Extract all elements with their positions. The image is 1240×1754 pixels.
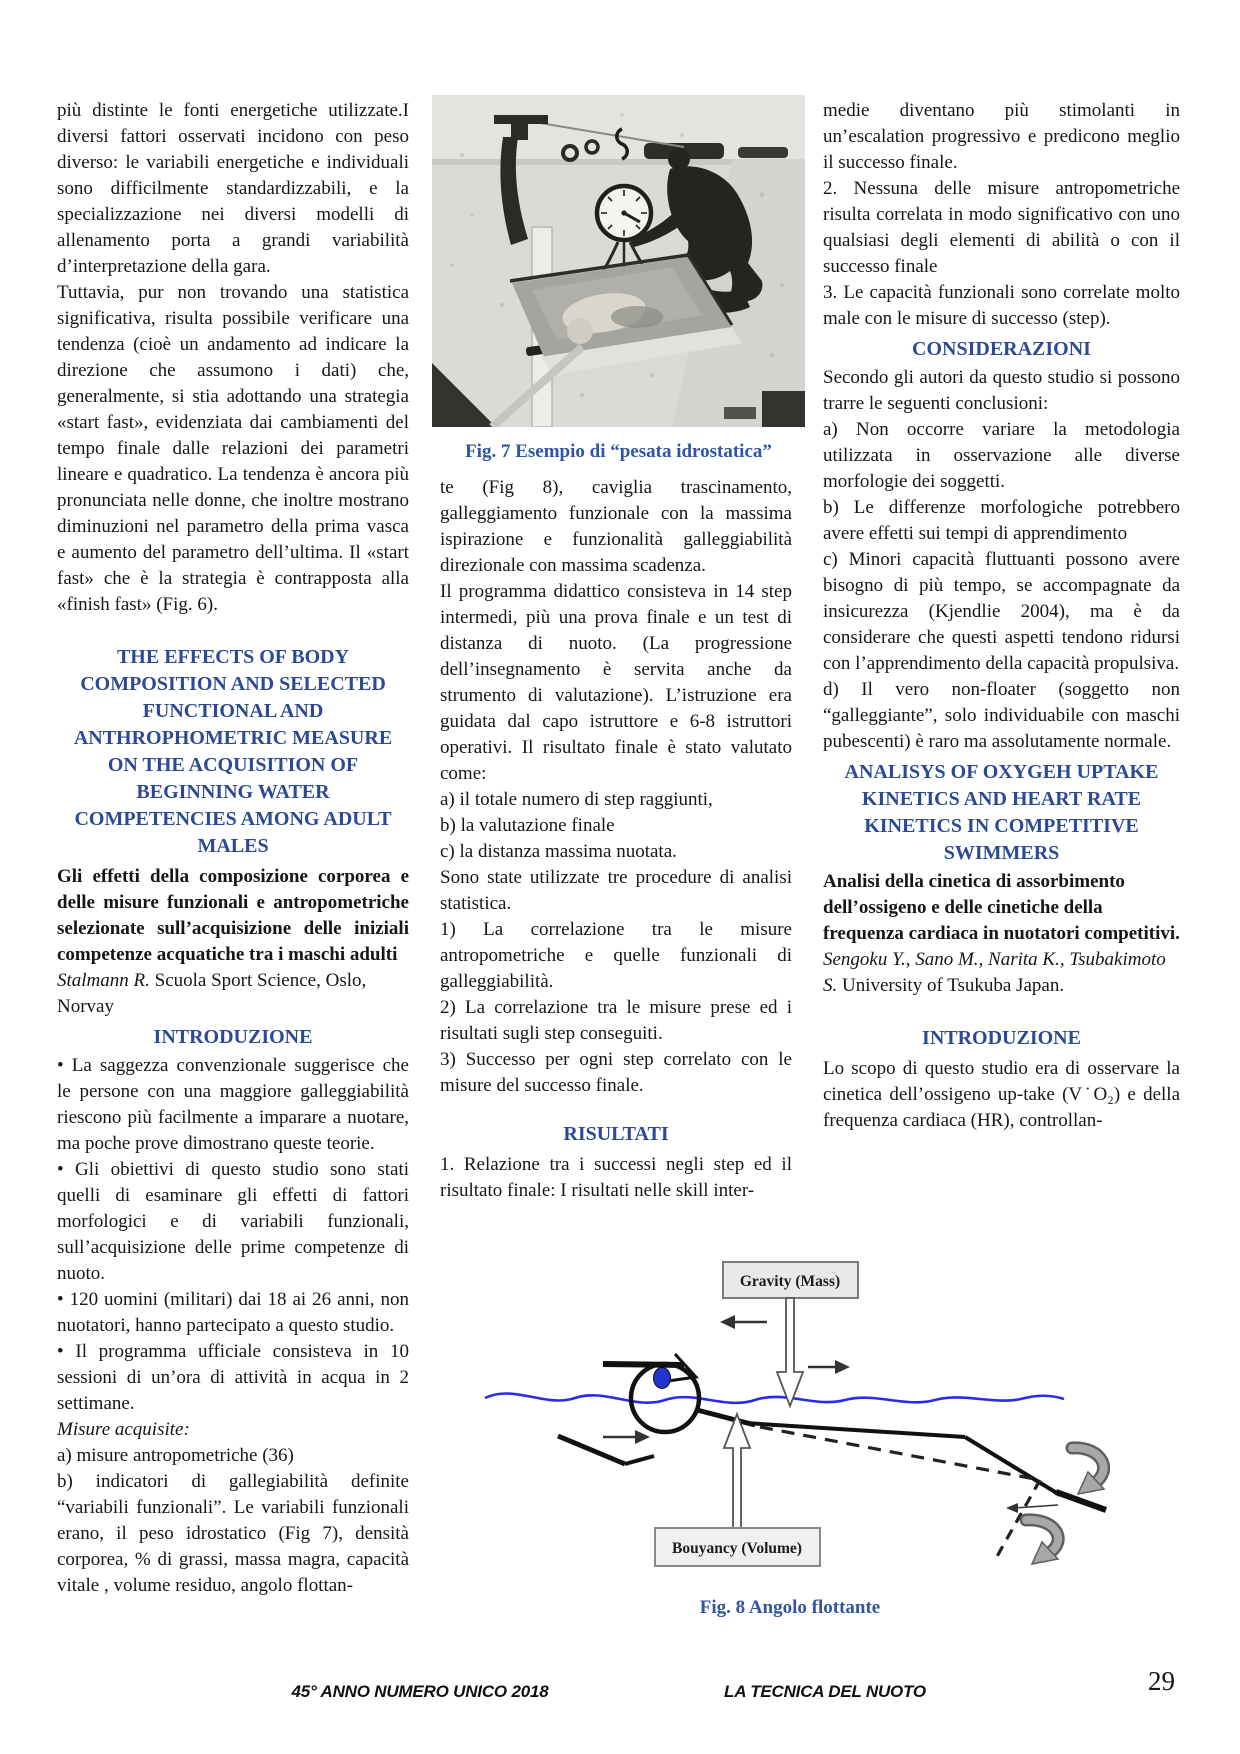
author-names: Sengoku Y., Sano M., Narita K., Tsubakimoto S.	[823, 949, 1166, 996]
paragraph: 1. Relazione tra i successi negli step ed il risultato finale: I risultati nelle skill inter-	[440, 1154, 792, 1201]
paragraph: Tuttavia, pur non trovando una statistica significativa, risulta possibile verificare una tendenza (cioè un andamento ad indicare la direzione che assumono i dati) che, generalmente, si stia adottando una strategia «start fast», evidenziata dai cambiamenti del tempo finale dalle relazioni dei parametri lineare e quadratico. La tendenza è ancora più pronunciata nelle donne, che inoltre mostrano diminuzioni nel parametro della prima vasca e aumento del parametro dell’ultima. Il «start fast» che è la strategia è contrapposta alla «finish fast» (Fig. 6).	[57, 282, 409, 615]
list-item: c) la distanza massima nuotata.	[440, 841, 677, 862]
list-item: 1) La correlazione tra le misure antropometriche e quelle funzionali di galleggiabilità.	[440, 919, 792, 992]
list-item: d) Il vero non-floater (soggetto non “galleggiante”, solo individuabile con maschi pubescenti) è raro ma assolutamente normale.	[823, 679, 1180, 752]
figure8-caption: Fig. 8 Angolo flottante	[699, 1597, 881, 1618]
list-item: 2) La correlazione tra le misure prese ed i risultati sugli step conseguiti.	[440, 997, 792, 1044]
paragraph: più distinte le fonti energetiche utilizzate.I diversi fattori osservati incidono con peso diverso: le variabili energetiche e individuali sono difficilmente standardizzabili, e la specializzazione nei diversi modelli di allenamento porta a grandi variabilità d’interpretazione della gara.	[57, 100, 409, 277]
swimmer-goggle	[654, 1368, 671, 1389]
middle-column	[440, 475, 792, 1204]
right-arrow-lower	[603, 1430, 650, 1444]
figure8-diagram	[470, 1196, 1110, 1606]
gravity-label: Gravity (Mass)	[739, 1273, 841, 1290]
list-item: a) Non occorre variare la metodologia utilizzata in osservazione alle diverse morfologie dei soggetti.	[823, 419, 1180, 492]
bullet-item: • Il programma ufficiale consisteva in 10 sessioni di un’ora di attività in acqua in 2 settimane.	[57, 1341, 409, 1414]
section-heading-introduzione: INTRODUZIONE	[153, 1026, 313, 1048]
bullet-item: • 120 uomini (militari) dai 18 ai 26 anni, non nuotatori, hanno partecipato a questo studio.	[57, 1289, 409, 1336]
bouyancy-up-arrow	[724, 1414, 750, 1528]
paragraph: Il programma didattico consisteva in 14 step intermedi, più una prova finale e un test di distanza di nuoto. (La progressione dell’insegnamento è servita anche da strumento di valutazione). L’istruzione era guidata dal capo istruttore e 6-8 istruttori operativi. Il risultato finale è stato valutato come:	[440, 581, 792, 784]
authors-line	[57, 968, 409, 1020]
paragraph: 2. Nessuna delle misure antropometriche risulta correlata in modo significativo con uno qualsiasi degli elementi di abilità o con il successo finale	[823, 178, 1180, 277]
right-column	[823, 98, 1180, 1134]
paragraph: Sono state utilizzate tre procedure di analisi statistica.	[440, 867, 792, 914]
author-names: Stalmann R.	[57, 970, 150, 991]
authors-line	[823, 947, 1180, 999]
scale-dial	[597, 186, 651, 240]
section-heading-considerazioni: CONSIDERAZIONI	[912, 338, 1091, 360]
left-column	[57, 98, 409, 1599]
abstract-italian: Analisi della cinetica di assorbimento dell’ossigeno e delle cinetiche della frequenza cardiaca in nuotatori competitivi.	[823, 871, 1180, 944]
hydrostatic-weighing-photo	[432, 95, 805, 427]
figure7-caption: Fig. 7 Esempio di “pesata idrostatica”	[465, 441, 772, 462]
author-affiliation: Scuola Sport Science, Oslo, Norvay	[57, 970, 367, 1017]
paragraph: Secondo gli autori da questo studio si possono trarre le seguenti conclusioni:	[823, 367, 1180, 414]
abstract-italian: Gli effetti della composizione corporea e delle misure funzionali e antropometriche selezionate sull’acquisizione delle iniziali competenze acquatiche tra i maschi adulti	[57, 866, 409, 965]
bullet-item: • Gli obiettivi di questo studio sono stati quelli di esaminare gli effetti di fattori morfologici e di variabili funzionali, sull’acquisizione delle prime competenze di nuoto.	[57, 1159, 409, 1284]
left-arrow	[720, 1315, 767, 1329]
paragraph: te (Fig 8), caviglia trascinamento, galleggiamento funzionale con la massima ispirazione e funzionalità galleggiabilità direzionale con massima scadenza.	[440, 477, 792, 576]
section-heading-risultati: RISULTATI	[563, 1123, 669, 1145]
list-item: b) Le differenze morfologiche potrebbero avere effetti sui tempi di apprendimento	[823, 497, 1180, 544]
footer-issue: 45° ANNO NUMERO UNICO 2018	[291, 1682, 549, 1701]
list-item: b) indicatori di gallegiabilità definite “variabili funzionali”. Le variabili funzionali erano, il peso idrostatico (Fig 7), densità corporea, % di grassi, massa magra, capacità vitale , volume residuo, angolo flottan-	[57, 1471, 409, 1596]
rotation-arrow-upper	[1072, 1448, 1104, 1494]
section-heading-effects: THE EFFECTS OF BODY COMPOSITION AND SELECTED FUNCTIONAL AND ANTHROPHOMETRIC MEASURE ON THE ACQUISITION OF BEGINNING WATER COMPETENCIES AMONG ADULT MALES	[73, 646, 393, 857]
bullet-item: • La saggezza convenzionale suggerisce che le persone con una maggiore galleggiabilità riescono più facilmente a imparare a nuotare, ma poche prove dimostrano queste teorie.	[57, 1055, 409, 1154]
page-number: 29	[1148, 1666, 1175, 1696]
water-line	[485, 1393, 1064, 1402]
list-item: a) il totale numero di step raggiunti,	[440, 789, 713, 810]
paragraph: Lo scopo di questo studio era di osservare la cinetica dell’ossigeno up-take (V˙O₂) e della frequenza cardiaca (HR), controllan-	[823, 1058, 1180, 1131]
swimmer-figure	[558, 1354, 1106, 1510]
floating-angle-diagram	[470, 1196, 1110, 1606]
list-item: a) misure antropometriche (36)	[57, 1445, 294, 1466]
right-arrow	[808, 1360, 850, 1374]
footer-journal: LA TECNICA DEL NUOTO	[724, 1682, 926, 1701]
rotation-arrow-lower	[1026, 1520, 1058, 1564]
thin-left-arrow	[1006, 1503, 1058, 1513]
list-item: c) Minori capacità fluttuanti possono avere bisogno di più tempo, se accompagnate da insicurezza (Kjendlie 2004), ma è da considerare che questi aspetti tendono ridursi con l’apprendimento della capacità propulsiva.	[823, 549, 1180, 674]
paragraph: 3. Le capacità funzionali sono correlate molto male con le misure di successo (step).	[823, 282, 1180, 329]
figure7-photo	[432, 95, 805, 427]
bouyancy-label: Bouyancy (Volume)	[672, 1540, 802, 1557]
measures-label: Misure acquisite:	[57, 1419, 190, 1440]
section-heading-introduzione-2: INTRODUZIONE	[922, 1027, 1081, 1049]
paragraph: medie diventano più stimolanti in un’escalation progressivo e predicono meglio il successo finale.	[823, 100, 1180, 173]
author-affiliation: University of Tsukuba Japan.	[837, 975, 1065, 996]
gravity-down-arrow	[777, 1298, 803, 1406]
list-item: 3) Successo per ogni step correlato con le misure del successo finale.	[440, 1049, 792, 1096]
section-heading-analisys: ANALISYS OF OXYGEH UPTAKE KINETICS AND HEART RATE KINETICS IN COMPETITIVE SWIMMERS	[844, 761, 1159, 864]
list-item: b) la valutazione finale	[440, 815, 615, 836]
